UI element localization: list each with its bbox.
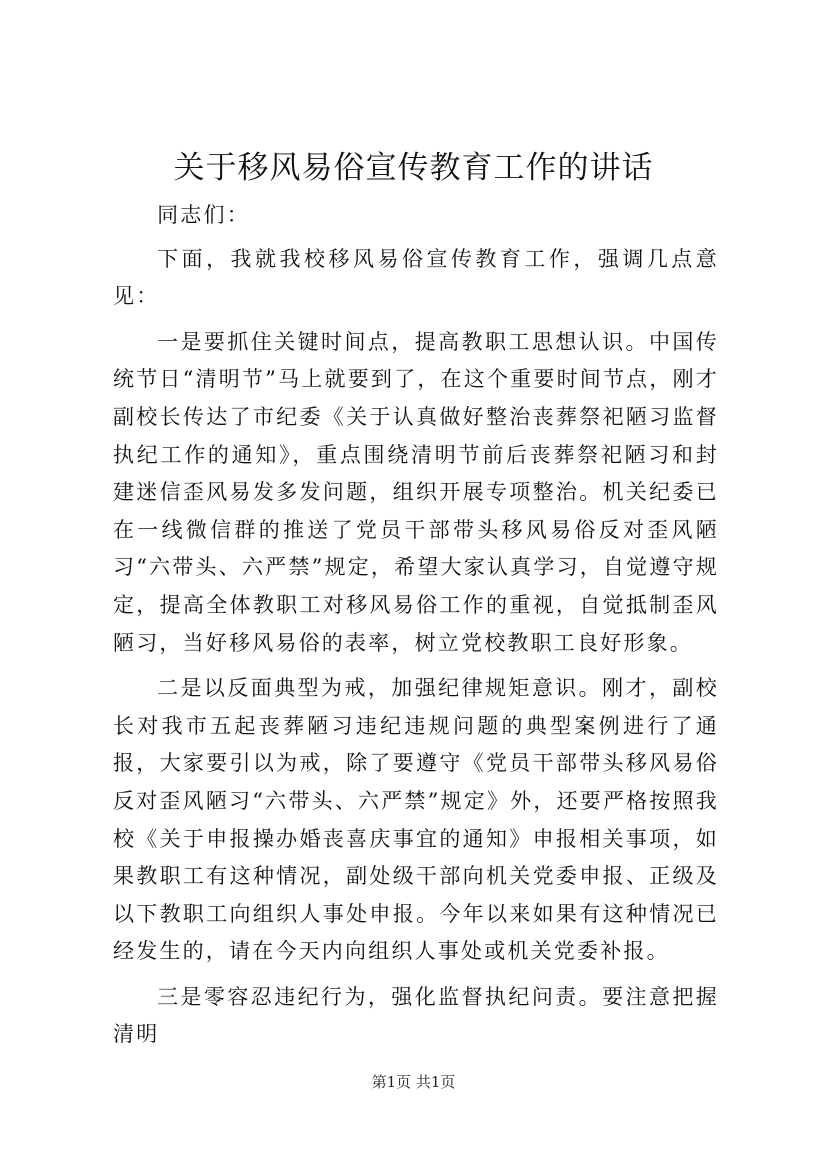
intro-paragraph: 下面，我就我校移风易俗宣传教育工作，强调几点意见： xyxy=(113,246,719,309)
document-body xyxy=(113,197,719,1054)
point-three-paragraph: 三是零容忍违纪行为，强化监督执纪问责。要注意把握清明 xyxy=(113,984,719,1047)
salutation-paragraph: 同志们： xyxy=(157,203,250,227)
document-title: 关于移风易俗宣传教育工作的讲话 xyxy=(173,150,654,186)
point-two-paragraph: 二是以反面典型为戒，加强纪律规矩意识。刚才，副校长对我市五起丧葬陋习违纪违规问题的典型案例进行了通报，大家要引以为戒，除了要遵守《党员干部带头移风易俗反对歪风陋习“六带头、六严禁”规定》外，还要严格按照我校《关于申报操办婚丧喜庆事宜的通知》申报相关事项，如果教职工有这种情况，副处级干部向机关党委申报、正级及以下教职工向组织人事处申报。今年以来如果有这种情况已经发生的，请在今天内向组织人事处或机关党委补报。 xyxy=(113,676,719,964)
page-number-footer: 第1页 共1页 xyxy=(371,1073,456,1091)
point-one-paragraph: 一是要抓住关键时间点，提高教职工思想认识。中国传统节日“清明节”马上就要到了，在这个重要时间节点，刚才副校长传达了市纪委《关于认真做好整治丧葬祭祀陋习监督执纪工作的通知》，重点围绕清明节前后丧葬祭祀陋习和封建迷信歪风易发多发问题，组织开展专项整治。机关纪委已在一线微信群的推送了党员干部带头移风易俗反对歪风陋习“六带头、六严禁”规定，希望大家认真学习，自觉遵守规定，提高全体教职工对移风易俗工作的重视，自觉抵制歪风陋习，当好移风易俗的表率，树立党校教职工良好形象。 xyxy=(113,329,719,655)
